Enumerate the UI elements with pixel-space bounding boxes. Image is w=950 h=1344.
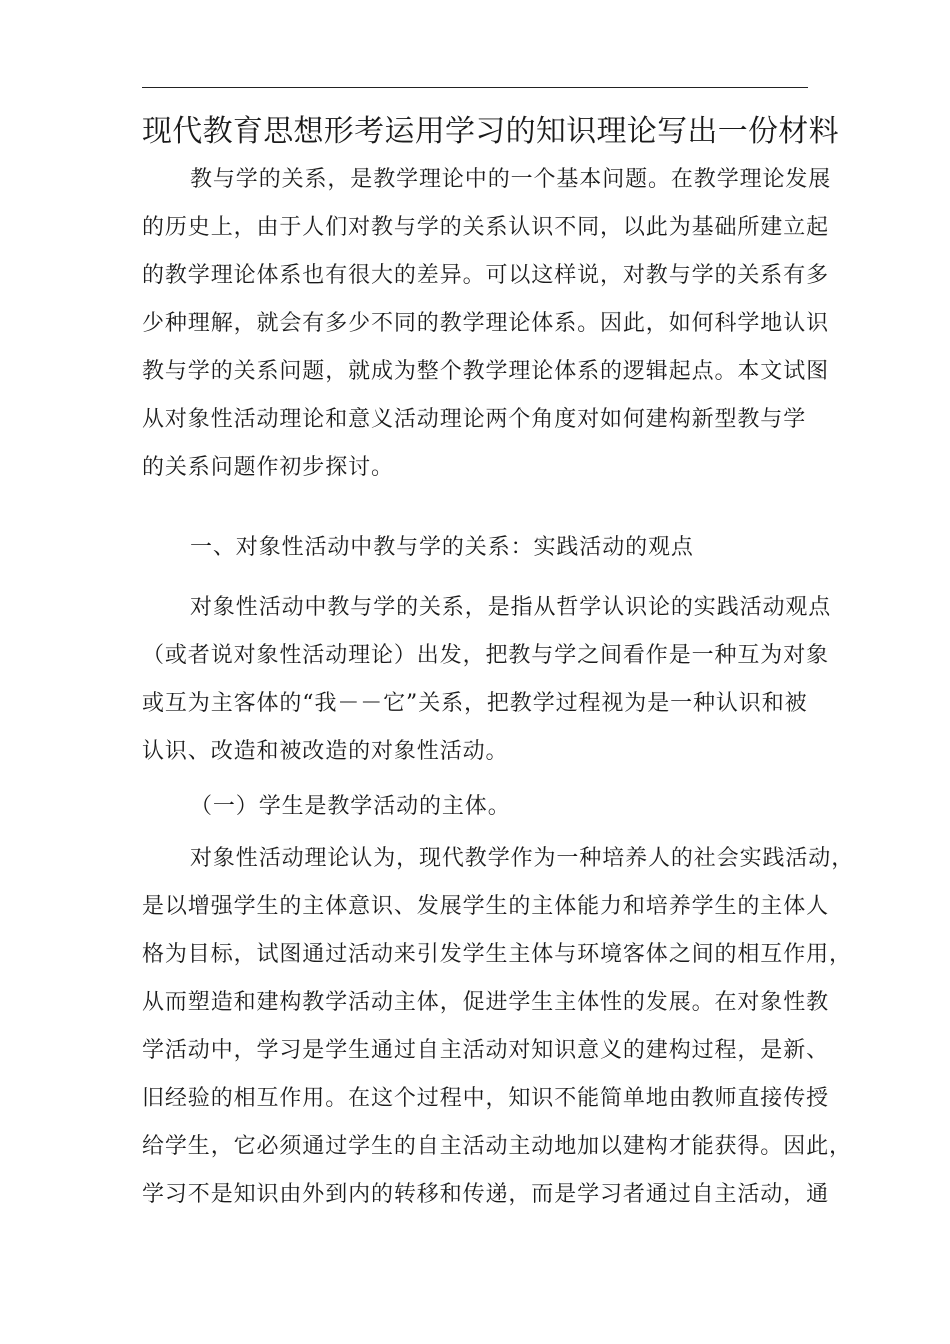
intro-paragraph: [142, 156, 832, 492]
subsection-paragraph: [142, 835, 855, 1219]
paragraph-line: 是以增强学生的主体意识、发展学生的主体能力和培养学生的主体人: [142, 894, 830, 919]
paragraph-line: 认识、改造和被改造的对象性活动。: [142, 739, 509, 764]
paragraph-line: 或互为主客体的“我－－它”关系，把教学过程视为是一种认识和被: [142, 691, 808, 716]
paragraph-line: （或者说对象性活动理论）出发，把教与学之间看作是一种互为对象: [142, 643, 830, 668]
paragraph-line: 的关系问题作初步探讨。: [142, 455, 394, 480]
paragraph-line: 给学生，它必须通过学生的自主活动主动地加以建构才能获得。因此，: [142, 1134, 852, 1159]
subsection-heading-text: （一）学生是教学活动的主体。: [190, 794, 511, 819]
paragraph-line: 对象性活动中教与学的关系，是指从哲学认识论的实践活动观点: [190, 595, 832, 620]
paragraph-line: 格为目标，试图通过活动来引发学生主体与环境客体之间的相互作用，: [142, 942, 852, 967]
document-title: 现代教育思想形考运用学习的知识理论写出一份材料: [142, 114, 839, 149]
section-paragraph: [142, 584, 832, 776]
paragraph-line: 对象性活动理论认为，现代教学作为一种培养人的社会实践活动，: [190, 846, 855, 871]
paragraph-line: 的历史上，由于人们对教与学的关系认识不同，以此为基础所建立起: [142, 215, 830, 240]
paragraph-line: 学习不是知识由外到内的转移和传递，而是学习者通过自主活动，通: [142, 1182, 830, 1207]
paragraph-line: 教与学的关系，是教学理论中的一个基本问题。在教学理论发展: [190, 167, 832, 192]
paragraph-line: 从而塑造和建构教学活动主体，促进学生主体性的发展。在对象性教: [142, 990, 830, 1015]
section-heading-text: 一、对象性活动中教与学的关系：实践活动的观点: [190, 535, 694, 560]
paragraph-line: 旧经验的相互作用。在这个过程中，知识不能简单地由教师直接传授: [142, 1086, 830, 1111]
section-heading: [142, 524, 822, 572]
paragraph-line: 少种理解，就会有多少不同的教学理论体系。因此，如何科学地认识: [142, 311, 830, 336]
subsection-heading: [142, 783, 822, 831]
paragraph-line: 教与学的关系问题，就成为整个教学理论体系的逻辑起点。本文试图: [142, 359, 830, 384]
paragraph-line: 从对象性活动理论和意义活动理论两个角度对如何建构新型教与学: [142, 407, 807, 432]
paragraph-line: 学活动中，学习是学生通过自主活动对知识意义的建构过程，是新、: [142, 1038, 830, 1063]
paragraph-line: 的教学理论体系也有很大的差异。可以这样说，对教与学的关系有多: [142, 263, 830, 288]
header-rule: [142, 87, 808, 88]
